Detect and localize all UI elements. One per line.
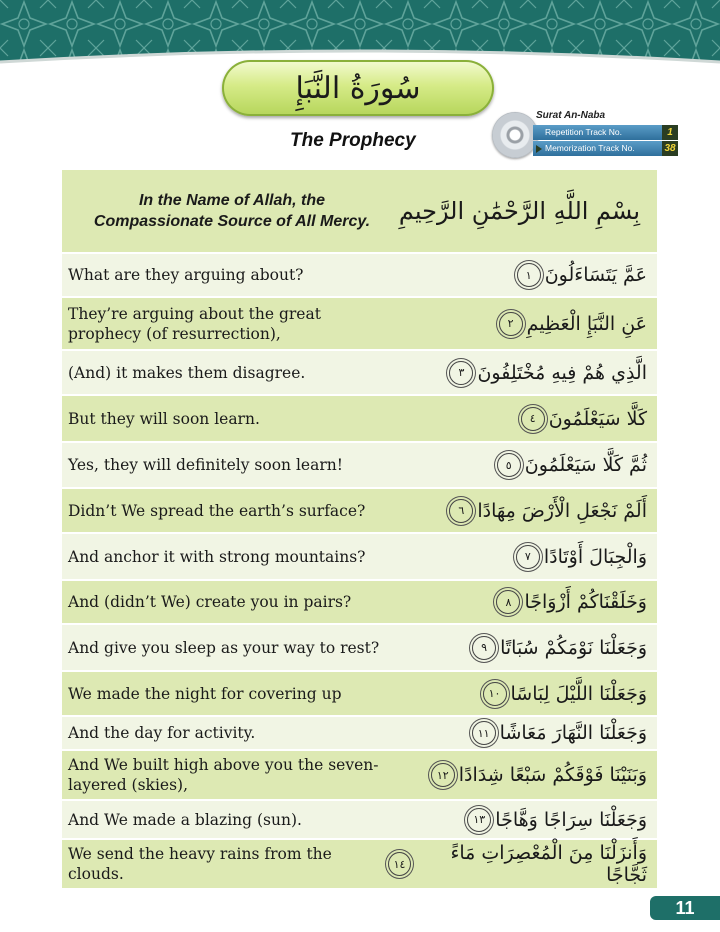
track-label: Memorization Track No. <box>545 143 635 153</box>
verse-number-icon: ١٤ <box>388 852 411 876</box>
verse-number-icon: ١٣ <box>467 808 491 832</box>
track-number: 1 <box>662 125 678 140</box>
verse-english: And (didn’t We) create you in pairs? <box>68 593 352 611</box>
verse-arabic <box>388 763 657 787</box>
verse-number-icon: ٦ <box>449 499 473 523</box>
table-row <box>62 581 657 625</box>
verse-arabic-text: وَأَنزَلْنَا مِنَ الْمُعْصِرَاتِ مَاءً ثَجَّاجًا <box>450 842 647 886</box>
verse-arabic-text: الَّذِي هُمْ فِيهِ مُخْتَلِفُونَ <box>477 361 647 384</box>
verse-arabic <box>388 263 657 287</box>
track-title: Surat An-Naba <box>536 110 606 121</box>
basmala-arabic: بِسْمِ اللَّهِ الرَّحْمَٰنِ الرَّحِيمِ <box>398 197 641 225</box>
table-row <box>62 298 657 351</box>
verse-number-icon: ١٢ <box>431 763 455 787</box>
verse-arabic-text: ثُمَّ كَلَّا سَيَعْلَمُونَ <box>524 454 647 476</box>
verse-number-icon: ١٠ <box>483 682 507 706</box>
verse-arabic <box>388 721 657 745</box>
table-row <box>62 254 657 298</box>
verse-number-icon: ٩ <box>472 636 496 660</box>
verse-english: They’re arguing about the great prophecy (of resurrection), <box>68 304 321 343</box>
verse-number-icon: ٧ <box>516 545 540 569</box>
verse-english: We made the night for covering up <box>68 684 342 703</box>
verse-english: Didn’t We spread the earth’s surface? <box>68 501 366 520</box>
verse-arabic <box>388 312 657 336</box>
track-number: 38 <box>662 141 678 156</box>
verse-number-icon: ٤ <box>521 407 545 431</box>
verse-english: And give you sleep as your way to rest? <box>68 638 380 657</box>
table-row <box>62 672 657 717</box>
page-subtitle: The Prophecy <box>290 130 416 151</box>
verse-arabic-text: عَنِ النَّبَإِ الْعَظِيمِ <box>526 312 647 335</box>
verse-english: Yes, they will definitely soon learn! <box>68 456 343 474</box>
track-label: Repetition Track No. <box>545 127 623 137</box>
verse-arabic-text: وَجَعَلْنَا نَوْمَكُمْ سُبَاتًا <box>500 636 647 659</box>
table-row <box>62 717 657 751</box>
verse-arabic <box>388 842 657 886</box>
verse-english: What are they arguing about? <box>68 266 304 284</box>
verse-english: We send the heavy rains from the clouds. <box>68 845 332 883</box>
verse-arabic-text: وَجَعَلْنَا سِرَاجًا وَهَّاجًا <box>495 808 647 831</box>
verse-arabic-text: وَالْجِبَالَ أَوْتَادًا <box>543 545 647 568</box>
table-row <box>62 840 657 890</box>
table-row <box>62 489 657 534</box>
verse-english: (And) it makes them disagree. <box>68 363 306 382</box>
table-row <box>62 534 657 581</box>
verse-english: But they will soon learn. <box>68 409 260 428</box>
surah-title: سُورَةُ النَّبَإِ <box>295 70 421 106</box>
page-number: 11 <box>650 896 720 920</box>
table-row <box>62 396 657 443</box>
table-row <box>62 801 657 840</box>
basmala-english: In the Name of Allah, the Compassionate Source of All Mercy. <box>93 192 371 230</box>
verse-english: And We made a blazing (sun). <box>68 810 302 829</box>
verse-number-icon: ١ <box>517 263 541 287</box>
verse-arabic <box>388 808 657 832</box>
verse-arabic-text: وَجَعَلْنَا النَّهَارَ مَعَاشًا <box>499 722 647 744</box>
verse-arabic <box>388 545 657 569</box>
verse-number-icon: ٣ <box>449 361 473 385</box>
cd-icon <box>492 112 538 158</box>
verse-table <box>62 170 657 890</box>
verse-arabic-text: كَلَّا سَيَعْلَمُونَ <box>548 407 647 430</box>
play-icon <box>536 145 542 153</box>
surah-title-banner <box>222 60 494 116</box>
verse-arabic <box>388 361 657 385</box>
verse-number-icon: ١١ <box>472 721 496 745</box>
verse-arabic <box>388 682 657 706</box>
verse-arabic <box>388 499 657 523</box>
verse-english: And the day for activity. <box>68 724 256 742</box>
verse-number-icon: ٨ <box>496 590 520 614</box>
verse-arabic <box>388 407 657 431</box>
basmala-row <box>62 170 657 254</box>
verse-number-icon: ٢ <box>499 312 523 336</box>
verse-arabic <box>388 453 657 477</box>
verse-arabic-text: أَلَمْ نَجْعَلِ الْأَرْضَ مِهَادًا <box>477 499 647 522</box>
verse-arabic-text: وَخَلَقْنَاكُمْ أَزْوَاجًا <box>524 591 647 613</box>
table-row <box>62 625 657 672</box>
memorization-track-row <box>533 141 678 156</box>
verse-arabic <box>388 590 657 614</box>
table-row <box>62 443 657 489</box>
table-row <box>62 351 657 396</box>
verse-arabic <box>388 636 657 660</box>
verse-arabic-text: عَمَّ يَتَسَاءَلُونَ <box>544 264 647 286</box>
repetition-track-row <box>533 125 678 140</box>
verse-number-icon: ٥ <box>497 453 521 477</box>
table-row <box>62 751 657 801</box>
verse-english: And anchor it with strong mountains? <box>68 547 366 566</box>
verse-english: And We built high above you the seven-layered (skies), <box>68 756 379 794</box>
verse-arabic-text: وَجَعَلْنَا اللَّيْلَ لِبَاسًا <box>510 682 647 705</box>
verse-arabic-text: وَبَنَيْنَا فَوْقَكُمْ سَبْعًا شِدَادًا <box>458 764 647 786</box>
